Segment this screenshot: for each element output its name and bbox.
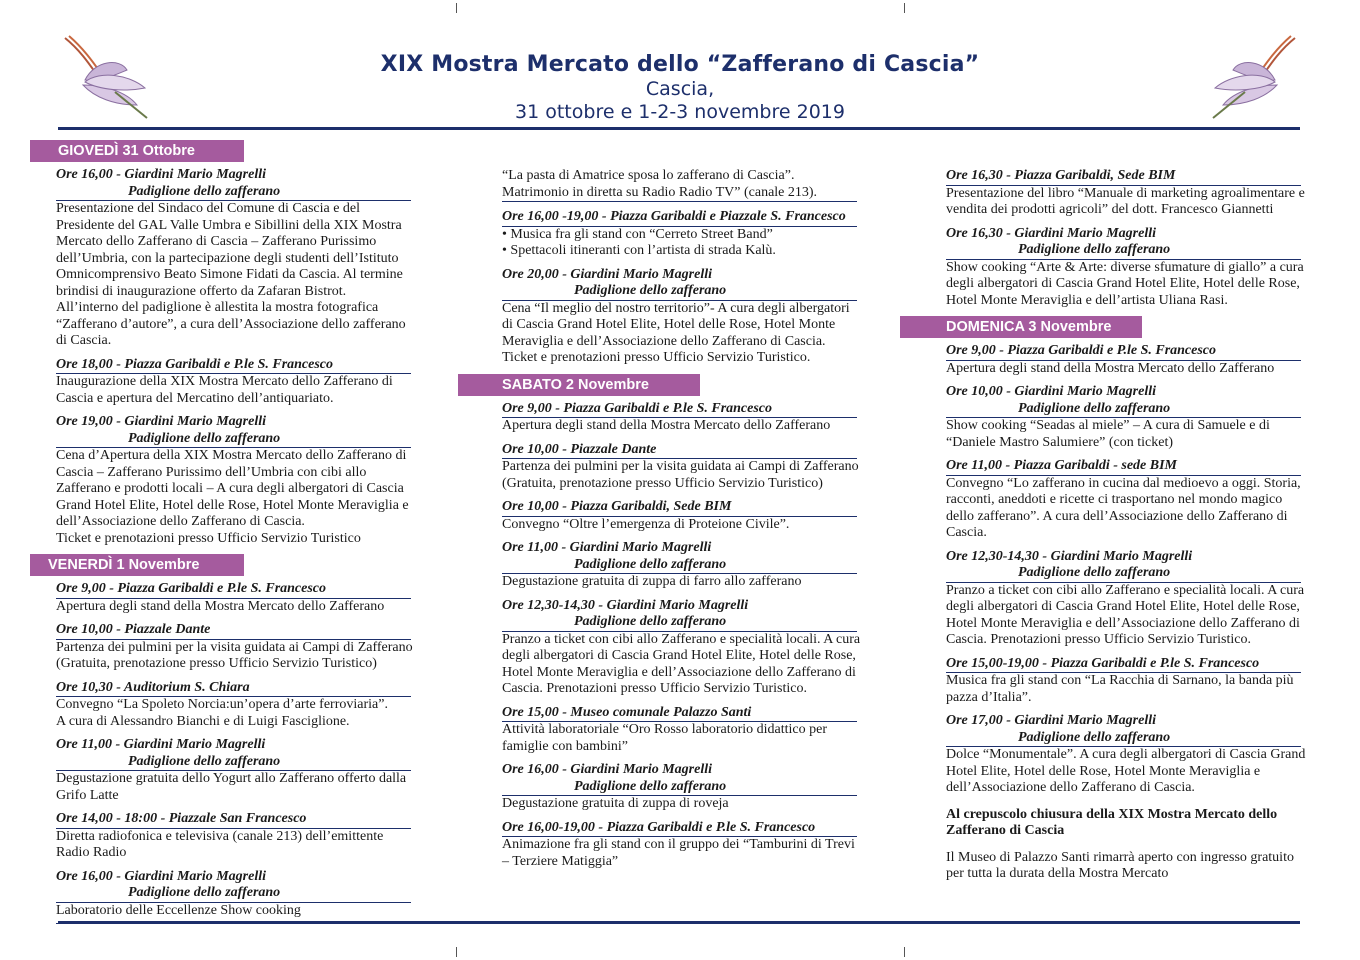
- event-item: [502, 820, 862, 871]
- event-description: Show cooking “Arte & Arte: diverse sfumature di giallo” a cura degli albergatori di Cascia Grand Hotel Elite, Hotel delle Rose, Hotel Monte Meraviglia e dell’artista Uliana Rasi.: [946, 259, 1304, 308]
- event-item: [56, 167, 416, 350]
- event-time-place: Ore 10,00 - Piazzale Dante: [502, 441, 657, 457]
- event-venue: Padiglione dello zafferano: [1018, 565, 1171, 580]
- event-venue: Padiglione dello zafferano: [1018, 729, 1171, 745]
- event-item: [56, 581, 416, 615]
- event-time-place: Ore 16,30 - Piazza Garibaldi, Sede BIM: [946, 168, 1176, 183]
- event-description: Apertura degli stand della Mostra Mercato dello Zafferano: [946, 360, 1275, 376]
- event-item: [56, 680, 416, 731]
- event-description: • Spettacoli itineranti con l’artista di strada Kalù.: [502, 243, 776, 258]
- header: [0, 0, 1360, 130]
- event-description: Degustazione gratuita dello Yogurt allo Zafferano offerto dalla Grifo Latte: [56, 771, 407, 803]
- event-description: Degustazione gratuita di zuppa di roveja: [502, 796, 729, 811]
- event-time-place: Ore 12,30-14,30 - Giardini Mario Magrelli: [502, 597, 749, 613]
- event-description: “La pasta di Amatrice sposa lo zafferano di Cascia”.: [502, 168, 795, 183]
- crop-mark: [456, 947, 457, 957]
- event-venue: Padiglione dello zafferano: [574, 614, 727, 629]
- event-time-place: Ore 19,00 - Giardini Mario Magrelli: [56, 414, 267, 429]
- heading-underline: [502, 201, 857, 202]
- event-item: [946, 343, 1306, 377]
- event-item: [502, 705, 862, 756]
- event-time-place: Ore 10,00 - Giardini Mario Magrelli: [946, 384, 1157, 399]
- event-item: [56, 357, 416, 408]
- event-venue: Padiglione dello zafferano: [128, 753, 281, 769]
- event-item: [56, 737, 416, 804]
- event-description: Show cooking “Seadas al miele” – A cura di Samuele e di “Daniele Mastro Salumiere” (con ticket): [946, 418, 1270, 450]
- event-item: [56, 622, 416, 673]
- event-time-place: Ore 9,00 - Piazza Garibaldi e P.le S. Francesco: [946, 343, 1217, 358]
- event-time-place: Ore 16,30 - Giardini Mario Magrelli: [946, 225, 1157, 241]
- event-description: Inaugurazione della XIX Mostra Mercato dello Zafferano di Cascia e apertura del Mercatino dell’antiquariato.: [56, 374, 393, 406]
- event-description: Attività laboratoriale “Oro Rosso laboratorio didattico per famiglie con bambini”: [502, 722, 828, 754]
- event-item: [502, 540, 862, 591]
- day-banner-saturday: SABATO 2 Novembre: [458, 374, 700, 396]
- event-venue: Padiglione dello zafferano: [574, 778, 727, 794]
- event-description: Presentazione del libro “Manuale di marketing agroalimentare e vendita dei prodotti agricoli” del dott. Francesco Giannetti: [946, 185, 1305, 217]
- event-description: Degustazione gratuita di zuppa di farro allo zafferano: [502, 574, 802, 589]
- footer-divider: [58, 921, 1300, 924]
- event-time-place: Ore 18,00 - Piazza Garibaldi e P.le S. Francesco: [56, 356, 334, 372]
- museum-note: Il Museo di Palazzo Santi rimarrà aperto con ingresso gratuito per tutta la durata della Mostra Mercato: [946, 849, 1294, 881]
- event-heading: [56, 167, 416, 200]
- event-time-place: Ore 10,00 - Piazzale Dante: [56, 622, 211, 637]
- event-item: [502, 598, 862, 698]
- closing-announcement: Al crepuscolo chiusura della XIX Mostra Mercato dello Zafferano di Cascia: [946, 806, 1278, 838]
- event-description: Ticket e prenotazioni presso Ufficio Servizio Turistico: [56, 530, 361, 546]
- event-time-place: Ore 11,00 - Piazza Garibaldi - sede BIM: [946, 458, 1177, 473]
- event-item: [946, 713, 1306, 797]
- event-venue: Padiglione dello zafferano: [1018, 242, 1171, 257]
- event-time-place: Ore 20,00 - Giardini Mario Magrelli: [502, 266, 713, 282]
- event-item: [946, 656, 1306, 707]
- event-item: [946, 384, 1306, 451]
- subtitle-dates: 31 ottobre e 1-2-3 novembre 2019: [515, 101, 845, 123]
- event-description: Cena “Il meglio del nostro territorio”- A cura degli albergatori di Cascia Grand Hotel Elite, Hotel delle Rose, Hotel Monte Meraviglia e dell’Associazione dello Zafferano di Cascia.: [502, 300, 850, 349]
- event-description: Pranzo a ticket con cibi allo Zafferano e specialità locali. A cura degli albergatori di Cascia Grand Hotel Elite, Hotel delle Rose, Hotel Monte Meraviglia e dell’Associazione dello Zafferano di Cascia. Prenotazioni presso Ufficio Servizio Turistico.: [946, 582, 1305, 647]
- event-item: [502, 209, 862, 260]
- event-description: Apertura degli stand della Mostra Mercato dello Zafferano: [502, 418, 831, 433]
- page-title: XIX Mostra Mercato dello “Zafferano di Cascia”: [380, 52, 980, 77]
- event-time-place: Ore 16,00 - Giardini Mario Magrelli: [502, 762, 713, 777]
- page-subtitle: [0, 78, 1360, 124]
- event-description: Animazione fra gli stand con il gruppo dei “Tamburini di Trevi – Terziere Matiggia”: [502, 837, 855, 869]
- event-time-place: Ore 16,00 - Giardini Mario Magrelli: [56, 868, 267, 884]
- event-item: [946, 549, 1306, 649]
- event-description: • Musica fra gli stand con “Cerreto Street Band”: [502, 226, 773, 242]
- event-description: Pranzo a ticket con cibi allo Zafferano e specialità locali. A cura degli albergatori di Cascia Grand Hotel Elite, Hotel delle Rose, Hotel Monte Meraviglia e dell’Associazione dello Zafferano di Cascia. Prenotazioni presso Ufficio Servizio Turistico.: [502, 631, 861, 696]
- event-description: Convegno “Oltre l’emergenza di Proteione Civile”.: [502, 516, 790, 532]
- event-time-place: Ore 9,00 - Piazza Garibaldi e P.le S. Francesco: [502, 400, 773, 416]
- program-column-1: [48, 140, 416, 931]
- event-description: Cena d’Apertura della XIX Mostra Mercato dello Zafferano di Cascia – Zafferano Purissimo dell’Umbria con cibi allo Zafferano e prodotti locali – A cura degli albergatori di Cascia Grand Hotel Elite, Hotel delle Rose, Hotel Monte Meraviglia e dell’Associazione dello Zafferano di Cascia.: [56, 448, 409, 529]
- event-item: [502, 442, 862, 493]
- event-time-place: Ore 11,00 - Giardini Mario Magrelli: [56, 737, 266, 752]
- event-item: [502, 267, 862, 367]
- event-time-place: Ore 12,30-14,30 - Giardini Mario Magrelli: [946, 548, 1193, 564]
- event-description: Musica fra gli stand con “La Racchia di Sarnano, la banda più pazza d’Italia”.: [946, 673, 1294, 705]
- event-time-place: Ore 15,00 - Museo comunale Palazzo Santi: [502, 704, 752, 720]
- event-description: Dolce “Monumentale”. A cura degli albergatori di Cascia Grand Hotel Elite, Hotel delle Rose, Hotel Monte Meraviglia e dell’Associazione dello Zafferano di Cascia.: [946, 747, 1306, 795]
- event-venue: Padiglione dello zafferano: [128, 430, 281, 446]
- header-divider: [58, 127, 1300, 130]
- subtitle-location: Cascia,: [645, 78, 715, 100]
- event-description: Laboratorio delle Eccellenze Show cooking: [56, 902, 301, 918]
- event-item: [56, 869, 416, 925]
- day-banner-friday: VENERDÌ 1 Novembre: [30, 554, 244, 576]
- event-time-place: Ore 16,00 -19,00 - Piazza Garibaldi e Piazzale S. Francesco: [502, 209, 846, 224]
- event-item: [946, 458, 1306, 542]
- event-venue: Padiglione dello zafferano: [574, 283, 727, 298]
- event-time-place: Ore 15,00-19,00 - Piazza Garibaldi e P.le S. Francesco: [946, 655, 1260, 671]
- event-time-place: Ore 10,30 - Auditorium S. Chiara: [56, 679, 250, 695]
- event-item: [946, 168, 1306, 219]
- event-description: Ticket e prenotazioni presso Ufficio Servizio Turistico.: [502, 350, 811, 365]
- event-description: Convegno “Lo zafferano in cucina dal medioevo a oggi. Storia, racconti, aneddoti e ricette ci trasportano nel mondo magico dello zafferano”. A cura dell’Associazione dello Zafferano di Cascia.: [946, 475, 1301, 540]
- event-description: Presentazione del Sindaco del Comune di Cascia e del Presidente del GAL Valle Umbra e Sibillini della XIX Mostra Mercato dello Zafferano di Cascia – Zafferano Purissimo dell’Umbria, con la partecipazione degli studenti dell’Istituto Omnicomprensivo Beato Simone Fidati da Cascia. Al termine brindisi di inaugurazione offerto da Zafaran Bistrot.: [56, 201, 403, 299]
- event-time-place: Ore 17,00 - Giardini Mario Magrelli: [946, 713, 1157, 728]
- event-time-place: Ore 11,00 - Giardini Mario Magrelli: [502, 540, 712, 555]
- event-time-place: Ore 16,00 - Giardini Mario Magrelli: [56, 167, 267, 182]
- event-time-place: Ore 10,00 - Piazza Garibaldi, Sede BIM: [502, 499, 732, 514]
- event-description: Convegno “La Spoleto Norcia:un’opera d’arte ferroviaria”.: [56, 697, 388, 712]
- event-description: Partenza dei pulmini per la visita guidata ai Campi di Zafferano (Gratuita, prenotazione presso Ufficio Servizio Turistico): [56, 639, 413, 671]
- event-description: Partenza dei pulmini per la visita guidata ai Campi di Zafferano (Gratuita, prenotazione presso Ufficio Servizio Turistico): [502, 459, 859, 491]
- event-venue: Padiglione dello zafferano: [128, 183, 281, 199]
- event-description: All’interno del padiglione è allestita la mostra fotografica “Zafferano d’autore”, a cura dell’Associazione dello zafferano di Cascia.: [56, 300, 406, 348]
- event-description: Matrimonio in diretta su Radio Radio TV” (canale 213).: [502, 184, 818, 200]
- event-time-place: Ore 14,00 - 18:00 - Piazzale San Francesco: [56, 811, 307, 826]
- event-description: A cura di Alessandro Bianchi e di Luigi Fasciglione.: [56, 713, 350, 729]
- event-time-place: Ore 9,00 - Piazza Garibaldi e P.le S. Francesco: [56, 581, 327, 596]
- event-item: [502, 762, 862, 813]
- event-item: [56, 811, 416, 862]
- event-venue: Padiglione dello zafferano: [574, 556, 727, 572]
- program-column-2: [502, 168, 862, 877]
- event-item: [946, 226, 1306, 310]
- event-description: Apertura degli stand della Mostra Mercato dello Zafferano: [56, 598, 385, 614]
- event-item: [502, 401, 862, 435]
- event-description: Diretta radiofonica e televisiva (canale 213) dell’emittente Radio Radio: [56, 828, 384, 860]
- event-venue: Padiglione dello zafferano: [128, 885, 281, 900]
- event-venue: Padiglione dello zafferano: [1018, 400, 1171, 416]
- event-item: [56, 414, 416, 547]
- day-banner-thursday: GIOVEDÌ 31 Ottobre: [30, 140, 244, 162]
- event-time-place: Ore 16,00-19,00 - Piazza Garibaldi e P.le S. Francesco: [502, 819, 816, 835]
- event-item-continued: [502, 168, 862, 202]
- crop-mark: [904, 947, 905, 957]
- event-item: [502, 499, 862, 533]
- day-banner-sunday: DOMENICA 3 Novembre: [900, 316, 1142, 338]
- program-column-3: [946, 168, 1306, 883]
